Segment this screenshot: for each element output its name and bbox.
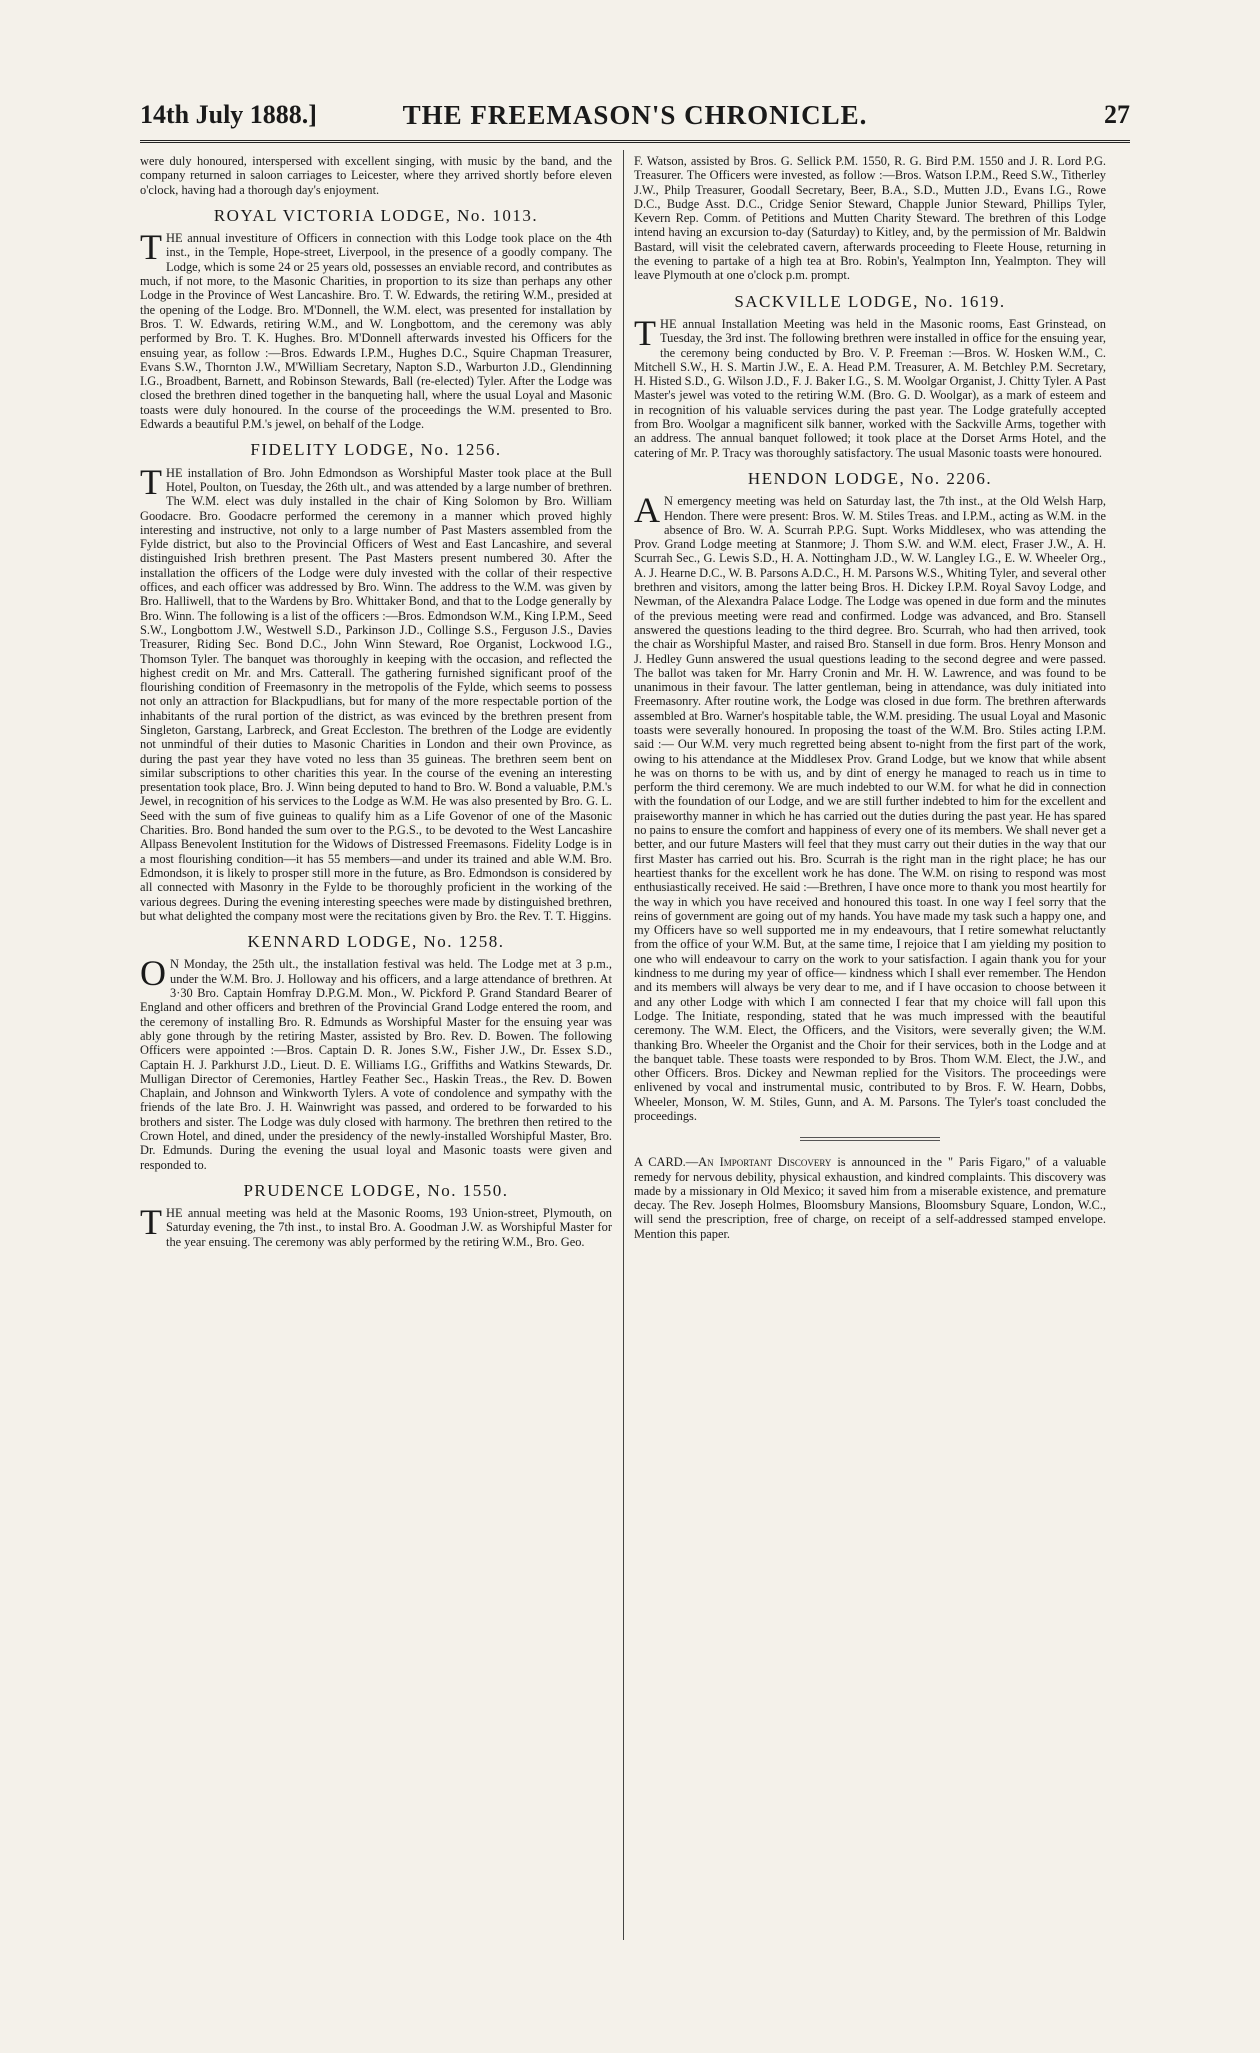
notice-smallcaps: An Important Discovery bbox=[698, 1155, 832, 1170]
masthead bbox=[140, 100, 1130, 143]
section-text: HE installation of Bro. John Edmondson as Worshipful Master took place at the Bull Hotel, Poulton, on Tuesday, the 26th ult., and was attended by a large number of brethren. The W.M. elect was duly installed in the chair of King Solomon by Bro. William Goodacre. Bro. Goodacre performed the ceremony in a manner which proved highly interesting and instructive, not only to a large number of Past Masters assembled from the Fylde district, but also to the Provincial Officers of West and East Lancashire, and several distinguished Irish brethren present. The Past Masters present numbered 30. After the installation the officers of the Lodge were duly invested with the collar of their respective offices, and each officer was addressed by Bro. Winn. The address to the W.M. was given by Bro. Halliwell, that to the Wardens by Bro. Whittaker Bond, and that to the Lodge generally by Bro. Winn. The following is a list of the officers :—Bros. Edmondson W.M., King I.P.M., Seed S.W., Longbottom J.W., Westwell S.D., Parkinson J.D., Collinge S.S., Ferguson J.S., Davies Treasurer, Riding Sec. Bond D.C., John Winn Steward, Roe Organist, Lockwood I.G., Thomson Tyler. The banquet was thoroughly in keeping with the occasion, and reflected the highest credit on Mr. and Mrs. Catterall. The gathering furnished significant proof of the flourishing condition of Freemasonry in the metropolis of the Fylde, which seems to possess not only an attraction for Blackpudlians, but for many of the more respectable portion of the inhabitants of the rural portion of the district, as was evinced by the brethren present from Singleton, Garstang, Larbreck, and Great Eccleston. The brethren of the Lodge are evidently not unmindful of their duties to Masonic Charities in London and their own Province, as during the past year they have voted no less than 35 guineas. The brethren seem bent on similar subscriptions to other charities this year. In the course of the evening an interesting presentation took place, Bro. J. Winn being deputed to hand to Bro. W. Bond a valuable, P.M.'s Jewel, in recognition of his services to the Lodge as W.M. He was also presented by Bro. G. L. Seed with the sum of five guineas to qualify him as a Life Govenor of one of the Masonic Charities. Bro. Bond handed the sum over to the P.G.S., to be devoted to the West Lancashire Allpass Benevolent Institution for the Widows of Distressed Freemasons. Fidelity Lodge is in a most flourishing condition—it has 55 members—and under its trained and able W.M. Bro. Edmondson, it is likely to prosper still more in the future, as Bro. Edmondson is considered by all connected with Masonry in the Fylde to be thoroughly proficient in the working of the various degrees. During the evening interesting speeches were made by distinguished brethren, but what delighted the company most were the recitations given by Bro. the Rev. T. T. Higgins. bbox=[140, 465, 612, 923]
publication-title: THE FREEMASON'S CHRONICLE. bbox=[402, 100, 868, 130]
right-column bbox=[634, 154, 1106, 1241]
section-body-kennard bbox=[140, 953, 612, 1172]
drop-cap: O bbox=[140, 953, 166, 994]
notice-body: is announced in the " Paris Figaro," of a valuable remedy for nervous debility, physical exhaustion, and kindred complaints. This discovery was made by a missionary in Old Mexico; it saved him from a miserable existence, and premature decay. The Rev. Joseph Holmes, Bloomsbury Mansions, Bloomsbury Square, London, W.C., will send the prescription, free of charge, on receipt of a self-addressed stamped envelope. Mention this paper. bbox=[634, 1155, 1106, 1241]
section-heading-prudence: PRUDENCE LODGE, No. 1550. bbox=[243, 1180, 509, 1200]
section-text: N emergency meeting was held on Saturday last, the 7th inst., at the Old Welsh Harp, Hendon. There were present: Bros. W. M. Stiles Treas. and I.P.M., acting as W.M. in the absence of Bro. W. A. Scurrah P.P.G. Supt. Works Middlesex, who was attending the Prov. Grand Lodge meeting at Stanmore; J. Thom S.W. and W.M. elect, Fraser J.W., A. H. Scurrah Sec., G. Lewis S.D., H. A. Nottingham J.D., W. W. Langley I.G., E. W. Wheeler Org., A. J. Hearne D.C., W. B. Parsons A.D.C., H. M. Parsons W.S., Whiting Tyler, and several other brethren and visitors, among the latter being Bros. H. Dickey I.P.M. Royal Savoy Lodge, and Newman, of the Alexandra Palace Lodge. The Lodge was opened in due form and the minutes of the previous meeting were read and confirmed. Lodge was advanced, and Bro. Stansell answered the questions leading to the third degree. Bro. Scurrah, who had then arrived, took the chair as Worshipful Master, and raised Bro. Stansell in due form. Bros. Henry Monson and J. Hedley Gunn answered the usual questions leading to the second degree and were passed. The ballot was taken for Mr. Harry Cronin and Mr. H. W. Lawrence, and was found to be unanimous in their favour. The latter gentleman, being in attendance, was duly initiated into Freemasonry. After routine work, the Lodge was closed in due form. The brethren afterwards assembled at Bro. Warner's hospitable table, the W.M. presiding. The usual Loyal and Masonic toasts were severally honoured. In proposing the toast of the W.M. Bro. Stiles acting I.P.M. said :— Our W.M. very much regretted being absent to-night from the first part of the work, owing to his attendance at the Middlesex Prov. Grand Lodge, but we know that while absent he was on thorns to be with us, and by dint of energy he managed to reach us in time to perform the third ceremony. We are much indebted to our W.M. for what he did in connection with the foundation of our Lodge, and we are still further indebted to him for the excellent and praiseworthy manner in which he has carried out the duties during the past year. He has spared no pains to ensure the comfort and happiness of every one of its members. We shall never get a better, and our future Masters will feel that they must carry out their duties in the way that our first Master has carried out his. Bro. Scurrah is the right man in the right place; he has our heartiest thanks for the excellent work he has done. The W.M. on rising to respond was most enthusiastically received. He said :—Brethren, I have once more to thank you most heartily for the way in which you have received and honoured this toast. In one way I feel sorry that the reins of government are going out of my hands. You have made my task such a happy one, and my Officers have so well supported me in my endeavours, that I retire somewhat reluctantly from the office of your W.M. But, at the same time, I rejoice that I am yielding my position to one who will endeavour to carry on the work to your satisfaction. I again thank you for your kindness to me during my year of office— kindness which I shall ever remember. The Hendon and its members will always be very dear to me, and if I have occasion to choose between it and any other Lodge with which I am connected I fear that my choice will fall upon this Lodge. The Initiate, responding, stated that he was much impressed with the beautiful ceremony. The W.M. Elect, the Officers, and the Visitors, were severally given; the W.M. thanking Bro. Wheeler the Organist and the Choir for their services, both in the Lodge and at the banquet table. These toasts were responded to by Bros. Thom W.M. Elect, the J.W., and other Officers. Bros. Dickey and Newman replied for the Visitors. The proceedings were enlivened by vocal and instrumental music, contributed to by Bros. F. W. Hearn, Dobbs, Wheeler, Monson, W. M. Stiles, Gunn, and A. M. Parsons. The Tyler's toast concluded the proceedings. bbox=[634, 494, 1106, 1123]
page-number: 27 bbox=[1104, 100, 1130, 129]
section-body-royal-victoria bbox=[140, 227, 612, 432]
section-body-sackville bbox=[634, 312, 1106, 460]
section-heading-royal-victoria: ROYAL VICTORIA LODGE, No. 1013. bbox=[213, 205, 539, 225]
section-heading-fidelity: FIDELITY LODGE, No. 1256. bbox=[250, 440, 502, 460]
section-text: HE annual investiture of Officers in connection with this Lodge took place on the 4th inst., in the Temple, Hope-street, Liverpool, in the presence of a goodly company. The Lodge, which is some 24 or 25 years old, possesses an enviable record, and contributes as much, if not more, to the Masonic Charities, in proportion to its size than perhaps any other Lodge in the Province of West Lancashire. Bro. T. W. Edwards, the retiring W.M., presided at the opening of the Lodge. Bro. M'Donnell, the W.M. elect, was presented for installation by Bros. T. W. Edwards, retiring W.M., and W. Longbottom, and the ceremony was ably performed by Bro. T. K. Hughes. Bro. M'Donnell afterwards invested his Officers for the ensuing year, as follow :—Bros. Edwards I.P.M., Hughes D.C., Squire Chapman Treasurer, Evans S.W., Thornton J.W., M'William Secretary, Napton S.D., Warburton J.D., Glendinning I.G., Broadbent, Barnett, and Robinson Stewards, Ball (re-elected) Tyler. After the Lodge was closed the brethren dined together in the banqueting hall, where the usual Loyal and Masonic toasts were duly honoured. In the course of the proceedings the W.M. presented to Bro. Edwards a beautiful P.M.'s jewel, on behalf of the Lodge. bbox=[140, 231, 612, 432]
drop-cap: T bbox=[634, 312, 656, 353]
drop-cap: A bbox=[634, 490, 660, 531]
continued-paragraph: F. Watson, assisted by Bros. G. Sellick P.M. 1550, R. G. Bird P.M. 1550 and J. R. Lord P.G. Treasurer. The Officers were invested, as follow :—Bros. Watson I.P.M., Reed S.W., Titherley J.W., Philp Treasurer, Goodall Secretary, Beer, B.A., S.D., Mutten J.D., Evans I.G., Rowe D.C., Budge Asst. D.C., Cridge Senior Steward, Chapple Junior Steward, Phillips Tyler, Kevern Rep. Comm. of Petitions and Mutten Charity Steward. The brethren of this Lodge intend having an excursion to-day (Saturday) to Kitley, and, by the permission of Mr. Baldwin Bastard, will visit the celebrated cavern, afterwards proceeding to Fleete House, returning in the evening to partake of a high tea at Bro. Robin's, Yealmpton Inn, Yealmpton. They will leave Plymouth at one o'clock p.m. prompt. bbox=[634, 154, 1106, 283]
section-text: N Monday, the 25th ult., the installation festival was held. The Lodge met at 3 p.m., under the W.M. Bro. J. Holloway and his officers, and a large attendance of brethren. At 3·30 Bro. Captain Homfray D.P.G.M. Mon., W. Pickford P. Grand Standard Bearer of England and other officers and brethren of the Provincial Grand Lodge entered the room, and the ceremony of installing Bro. R. Edmunds as Worshipful Master for the ensuing year was ably gone through by the retiring Master, assisted by Bro. Rev. D. Bowen. The following Officers were appointed :—Bros. Captain D. R. Jones S.W., Fisher J.W., Dr. Essex S.D., Captain H. J. Parkhurst J.D., Lieut. D. E. Williams I.G., Griffiths and Watkins Stewards, Dr. Mulligan Director of Ceremonies, Hartley Feather Sec., Haskin Treas., the Rev. D. Bowen Chaplain, and Johnson and Winkworth Tylers. A vote of condolence and sympathy with the friends of the late Bro. J. H. Wainwright was passed, and ordered to be forwarded to his brothers and sister. The Lodge was duly closed with harmony. The brethren then retired to the Crown Hotel, and dined, under the presidency of the newly-installed Worshipful Master, Bro. Dr. Edmunds. During the evening the usual loyal and Masonic toasts were given and responded to. bbox=[140, 957, 612, 1172]
left-column bbox=[140, 154, 612, 1249]
drop-cap: T bbox=[140, 227, 162, 268]
drop-cap: T bbox=[140, 461, 162, 502]
column-divider bbox=[623, 150, 624, 1940]
section-body-fidelity bbox=[140, 461, 612, 924]
section-heading-hendon: HENDON LODGE, No. 2206. bbox=[747, 468, 993, 488]
advertisement-notice bbox=[634, 1155, 1106, 1241]
section-body-prudence bbox=[140, 1202, 612, 1249]
separator-rule bbox=[800, 1137, 940, 1141]
section-text: HE annual meeting was held at the Masonic Rooms, 193 Union-street, Plymouth, on Saturday evening, the 7th inst., to instal Bro. A. Goodman J.W. as Worshipful Master for the year ensuing. The ceremony was ably performed by the retiring W.M., Bro. Geo. bbox=[166, 1206, 612, 1249]
drop-cap: T bbox=[140, 1202, 162, 1243]
section-heading-kennard: KENNARD LODGE, No. 1258. bbox=[247, 932, 505, 952]
section-text: HE annual Installation Meeting was held in the Masonic rooms, East Grinstead, on Tuesday, the 3rd inst. The following brethren were installed in office for the ensuing year, the ceremony being conducted by Bro. V. P. Freeman :—Bros. W. Hosken W.M., C. Mitchell S.W., H. S. Martin J.W., E. A. Head P.M. Treasurer, A. M. Betchley P.M. Secretary, H. Histed S.D., G. Wilson J.D., F. J. Baker I.G., S. M. Woolgar Organist, J. Chitty Tyler. A Past Master's jewel was voted to the retiring W.M. (Bro. G. D. Woolgar), as a mark of esteem and in recognition of his valuable services during the past year. The Lodge gratefully accepted from Bro. Woolgar a magnificent silk banner, worked with the Sackville Arms, together with an address. The annual banquet followed; it took place at the Dorset Arms Hotel, and the catering of Mr. P. Tracy was thoroughly satisfactory. The usual Masonic toasts were honoured. bbox=[634, 316, 1106, 460]
continued-paragraph: were duly honoured, interspersed with excellent singing, with music by the band, and the company returned in saloon carriages to Leicester, where they arrived shortly before eleven o'clock, having had a thorough day's enjoyment. bbox=[140, 154, 612, 197]
section-heading-sackville: SACKVILLE LODGE, No. 1619. bbox=[734, 291, 1006, 311]
issue-date: 14th July 1888.] bbox=[140, 100, 317, 129]
section-body-hendon bbox=[634, 490, 1106, 1123]
notice-lead: A CARD.— bbox=[634, 1155, 699, 1170]
